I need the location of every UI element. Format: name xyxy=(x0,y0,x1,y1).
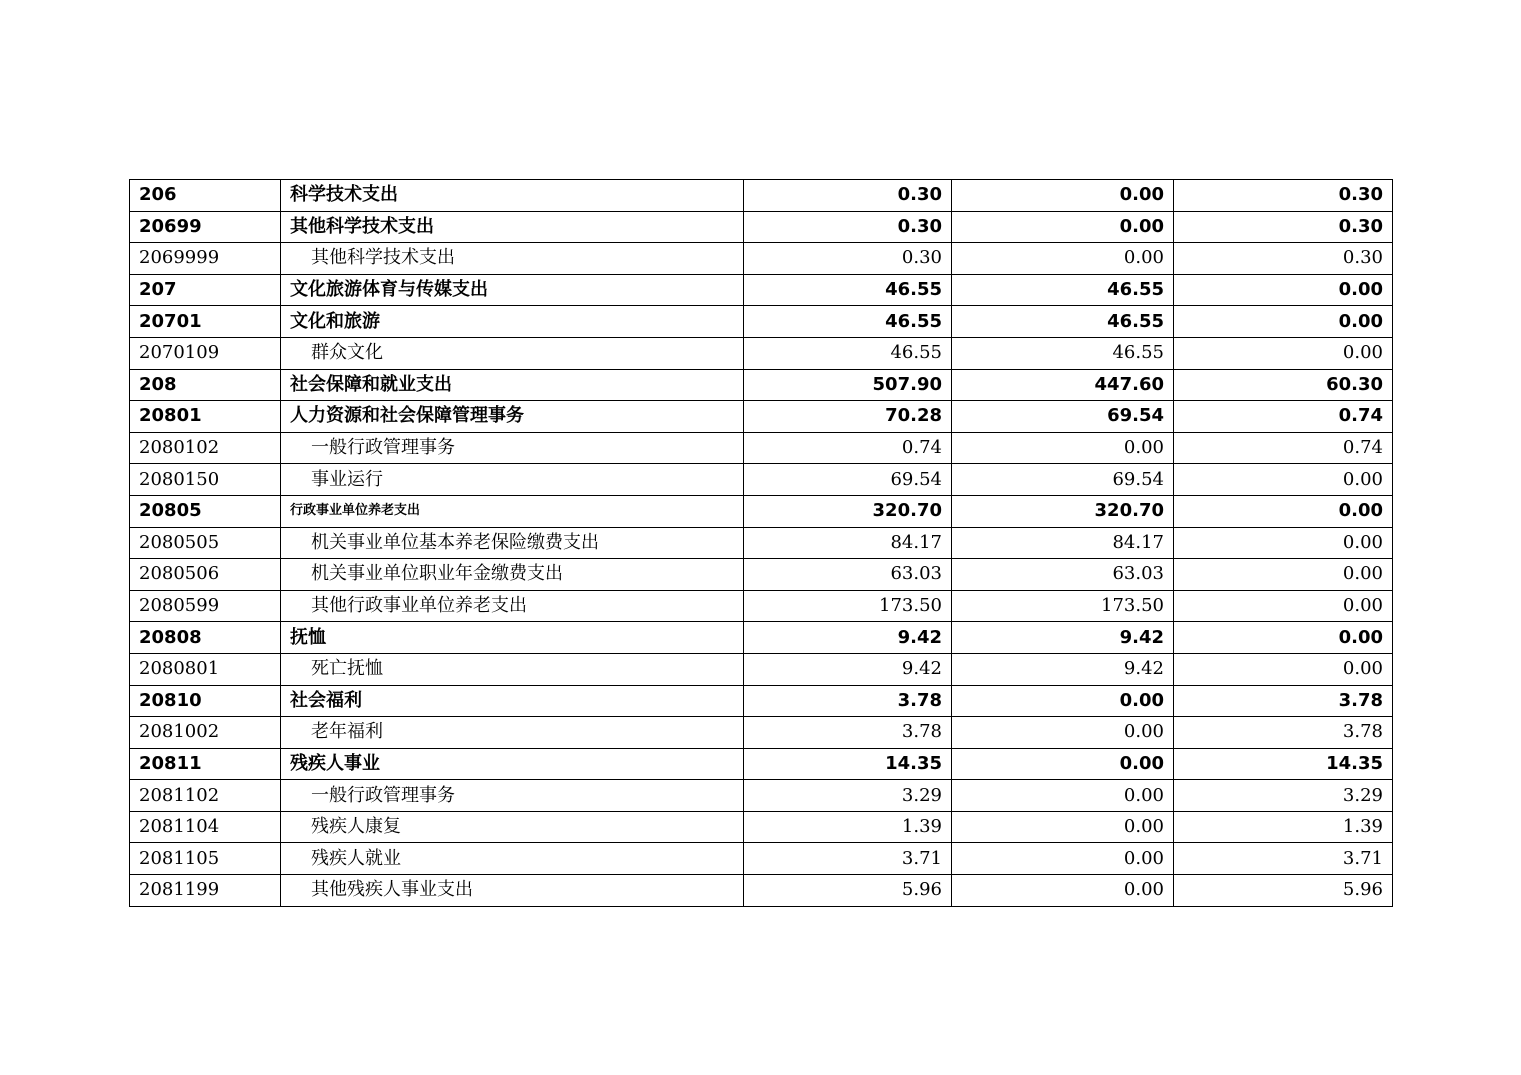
project-expenditure-cell: 0.74 xyxy=(1174,432,1393,464)
basic-expenditure-cell: 69.54 xyxy=(952,464,1174,496)
subject-name-cell: 残疾人康复 xyxy=(281,811,744,843)
subject-code-cell: 20810 xyxy=(130,685,281,717)
subject-code-cell: 2081102 xyxy=(130,780,281,812)
subject-code-cell: 2080150 xyxy=(130,464,281,496)
basic-expenditure-cell: 0.00 xyxy=(952,243,1174,275)
subject-name-cell: 社会福利 xyxy=(281,685,744,717)
subject-name-cell: 文化和旅游 xyxy=(281,306,744,338)
table-row xyxy=(130,243,1393,275)
subject-code-cell: 206 xyxy=(130,180,281,212)
project-expenditure-cell: 0.00 xyxy=(1174,527,1393,559)
subject-name-cell: 残疾人事业 xyxy=(281,748,744,780)
basic-expenditure-cell: 0.00 xyxy=(952,432,1174,464)
subject-name-cell: 行政事业单位养老支出 xyxy=(281,495,744,527)
subject-code-cell: 208 xyxy=(130,369,281,401)
table-row xyxy=(130,717,1393,749)
total-amount-cell: 0.30 xyxy=(744,243,952,275)
subject-code-cell: 20808 xyxy=(130,622,281,654)
basic-expenditure-cell: 0.00 xyxy=(952,875,1174,907)
basic-expenditure-cell: 0.00 xyxy=(952,685,1174,717)
table-row xyxy=(130,780,1393,812)
total-amount-cell: 46.55 xyxy=(744,337,952,369)
subject-code-cell: 2081199 xyxy=(130,875,281,907)
subject-name-cell: 其他行政事业单位养老支出 xyxy=(281,590,744,622)
total-amount-cell: 0.74 xyxy=(744,432,952,464)
table-row xyxy=(130,180,1393,212)
subject-code-cell: 2081105 xyxy=(130,843,281,875)
subject-code-cell: 2069999 xyxy=(130,243,281,275)
total-amount-cell: 63.03 xyxy=(744,559,952,591)
project-expenditure-cell: 3.78 xyxy=(1174,685,1393,717)
project-expenditure-cell: 0.00 xyxy=(1174,274,1393,306)
project-expenditure-cell: 0.00 xyxy=(1174,495,1393,527)
total-amount-cell: 3.29 xyxy=(744,780,952,812)
basic-expenditure-cell: 9.42 xyxy=(952,622,1174,654)
total-amount-cell: 320.70 xyxy=(744,495,952,527)
basic-expenditure-cell: 46.55 xyxy=(952,274,1174,306)
table-row xyxy=(130,622,1393,654)
table-row xyxy=(130,875,1393,907)
total-amount-cell: 3.78 xyxy=(744,685,952,717)
basic-expenditure-cell: 0.00 xyxy=(952,843,1174,875)
basic-expenditure-cell: 46.55 xyxy=(952,337,1174,369)
basic-expenditure-cell: 84.17 xyxy=(952,527,1174,559)
subject-code-cell: 2070109 xyxy=(130,337,281,369)
subject-code-cell: 2080599 xyxy=(130,590,281,622)
subject-name-cell: 机关事业单位职业年金缴费支出 xyxy=(281,559,744,591)
project-expenditure-cell: 0.30 xyxy=(1174,243,1393,275)
subject-name-cell: 群众文化 xyxy=(281,337,744,369)
project-expenditure-cell: 14.35 xyxy=(1174,748,1393,780)
basic-expenditure-cell: 0.00 xyxy=(952,811,1174,843)
project-expenditure-cell: 0.30 xyxy=(1174,211,1393,243)
table-row xyxy=(130,274,1393,306)
project-expenditure-cell: 1.39 xyxy=(1174,811,1393,843)
basic-expenditure-cell: 320.70 xyxy=(952,495,1174,527)
table-row xyxy=(130,464,1393,496)
subject-name-cell: 其他科学技术支出 xyxy=(281,243,744,275)
total-amount-cell: 0.30 xyxy=(744,180,952,212)
total-amount-cell: 46.55 xyxy=(744,306,952,338)
subject-code-cell: 2081104 xyxy=(130,811,281,843)
subject-code-cell: 2080801 xyxy=(130,653,281,685)
table-row xyxy=(130,401,1393,433)
subject-name-cell: 其他残疾人事业支出 xyxy=(281,875,744,907)
total-amount-cell: 0.30 xyxy=(744,211,952,243)
table-row xyxy=(130,369,1393,401)
total-amount-cell: 69.54 xyxy=(744,464,952,496)
table-body xyxy=(130,180,1393,907)
basic-expenditure-cell: 173.50 xyxy=(952,590,1174,622)
total-amount-cell: 84.17 xyxy=(744,527,952,559)
subject-code-cell: 20801 xyxy=(130,401,281,433)
basic-expenditure-cell: 0.00 xyxy=(952,717,1174,749)
project-expenditure-cell: 0.00 xyxy=(1174,590,1393,622)
basic-expenditure-cell: 63.03 xyxy=(952,559,1174,591)
subject-name-cell: 社会保障和就业支出 xyxy=(281,369,744,401)
subject-code-cell: 2080506 xyxy=(130,559,281,591)
table-row xyxy=(130,337,1393,369)
basic-expenditure-cell: 69.54 xyxy=(952,401,1174,433)
subject-code-cell: 20701 xyxy=(130,306,281,338)
project-expenditure-cell: 3.71 xyxy=(1174,843,1393,875)
project-expenditure-cell: 3.29 xyxy=(1174,780,1393,812)
subject-code-cell: 20699 xyxy=(130,211,281,243)
table-row xyxy=(130,843,1393,875)
total-amount-cell: 3.78 xyxy=(744,717,952,749)
subject-name-cell: 事业运行 xyxy=(281,464,744,496)
table-row xyxy=(130,590,1393,622)
subject-code-cell: 20805 xyxy=(130,495,281,527)
subject-name-cell: 文化旅游体育与传媒支出 xyxy=(281,274,744,306)
project-expenditure-cell: 0.30 xyxy=(1174,180,1393,212)
total-amount-cell: 173.50 xyxy=(744,590,952,622)
total-amount-cell: 9.42 xyxy=(744,622,952,654)
subject-code-cell: 2080102 xyxy=(130,432,281,464)
subject-name-cell: 老年福利 xyxy=(281,717,744,749)
total-amount-cell: 9.42 xyxy=(744,653,952,685)
project-expenditure-cell: 0.00 xyxy=(1174,622,1393,654)
total-amount-cell: 1.39 xyxy=(744,811,952,843)
basic-expenditure-cell: 0.00 xyxy=(952,180,1174,212)
total-amount-cell: 14.35 xyxy=(744,748,952,780)
project-expenditure-cell: 0.00 xyxy=(1174,464,1393,496)
subject-name-cell: 科学技术支出 xyxy=(281,180,744,212)
table-row xyxy=(130,811,1393,843)
table-row xyxy=(130,432,1393,464)
project-expenditure-cell: 60.30 xyxy=(1174,369,1393,401)
project-expenditure-cell: 0.00 xyxy=(1174,306,1393,338)
basic-expenditure-cell: 9.42 xyxy=(952,653,1174,685)
table-row xyxy=(130,559,1393,591)
project-expenditure-cell: 0.74 xyxy=(1174,401,1393,433)
budget-expenditure-table xyxy=(129,179,1393,907)
basic-expenditure-cell: 46.55 xyxy=(952,306,1174,338)
subject-code-cell: 2081002 xyxy=(130,717,281,749)
subject-name-cell: 一般行政管理事务 xyxy=(281,432,744,464)
subject-code-cell: 207 xyxy=(130,274,281,306)
project-expenditure-cell: 5.96 xyxy=(1174,875,1393,907)
total-amount-cell: 5.96 xyxy=(744,875,952,907)
total-amount-cell: 3.71 xyxy=(744,843,952,875)
basic-expenditure-cell: 0.00 xyxy=(952,748,1174,780)
project-expenditure-cell: 3.78 xyxy=(1174,717,1393,749)
table-row xyxy=(130,211,1393,243)
basic-expenditure-cell: 0.00 xyxy=(952,780,1174,812)
table-row xyxy=(130,495,1393,527)
table-row xyxy=(130,306,1393,338)
table-row xyxy=(130,653,1393,685)
subject-name-cell: 抚恤 xyxy=(281,622,744,654)
basic-expenditure-cell: 0.00 xyxy=(952,211,1174,243)
subject-name-cell: 残疾人就业 xyxy=(281,843,744,875)
total-amount-cell: 507.90 xyxy=(744,369,952,401)
total-amount-cell: 70.28 xyxy=(744,401,952,433)
project-expenditure-cell: 0.00 xyxy=(1174,653,1393,685)
table-row xyxy=(130,748,1393,780)
subject-code-cell: 20811 xyxy=(130,748,281,780)
subject-name-cell: 人力资源和社会保障管理事务 xyxy=(281,401,744,433)
basic-expenditure-cell: 447.60 xyxy=(952,369,1174,401)
total-amount-cell: 46.55 xyxy=(744,274,952,306)
project-expenditure-cell: 0.00 xyxy=(1174,559,1393,591)
table-row xyxy=(130,685,1393,717)
subject-name-cell: 其他科学技术支出 xyxy=(281,211,744,243)
table-row xyxy=(130,527,1393,559)
subject-name-cell: 死亡抚恤 xyxy=(281,653,744,685)
subject-name-cell: 一般行政管理事务 xyxy=(281,780,744,812)
subject-code-cell: 2080505 xyxy=(130,527,281,559)
project-expenditure-cell: 0.00 xyxy=(1174,337,1393,369)
subject-name-cell: 机关事业单位基本养老保险缴费支出 xyxy=(281,527,744,559)
